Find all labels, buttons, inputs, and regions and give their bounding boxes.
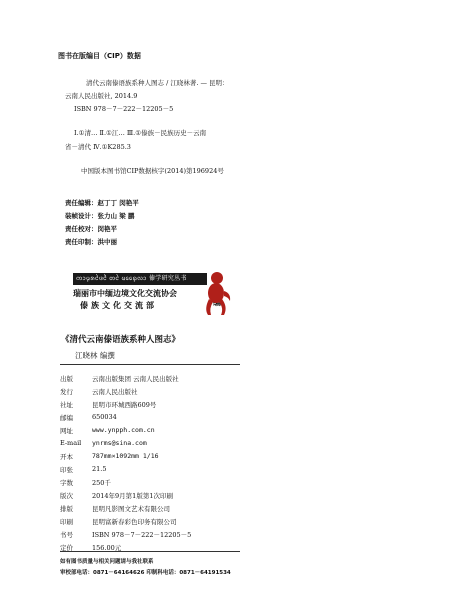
footer-notice: 如有图书质量与相关问题请与我社联系: [60, 559, 154, 565]
book-title: 《清代云南傣语族系种人图志》: [61, 335, 181, 345]
info-label: 版次: [60, 492, 73, 500]
info-label: 排版: [60, 505, 73, 513]
info-value: 787mm×1092mm 1/16: [92, 452, 159, 460]
cip-line-2: 云南人民出版社, 2014.9: [65, 92, 138, 100]
series-banner: ᨠᩣ᩠ᨾᩁᩱᨴᩱᩢ ᨲᩱ ᨾᩯ᩠ᨦᩃᩣ 傣学研究丛书: [73, 273, 207, 285]
info-value: 250千: [92, 479, 111, 487]
info-value: 昆明市环城西路609号: [92, 401, 157, 409]
info-value: 云南人民出版社: [92, 388, 138, 396]
info-label: 开本: [60, 453, 73, 461]
info-label: 书号: [60, 531, 73, 539]
cip-line-4: Ⅰ.①清… Ⅱ.①江… Ⅲ.①傣族－民族历史－云南: [74, 129, 207, 137]
cip-line-6: 中国版本图书馆CIP数据核字(2014)第196924号: [81, 167, 224, 175]
info-value: 21.5: [92, 465, 107, 473]
book-author: 江晓林 编撰: [75, 351, 115, 360]
monkey-logo-icon: [202, 269, 232, 317]
info-value: 2014年9月第1版第1次印刷: [92, 492, 173, 500]
info-label: 字数: [60, 479, 73, 487]
credit-editor: 责任编辑：赵丁丁 闵艳平: [65, 199, 139, 207]
info-label: 出版: [60, 375, 73, 383]
cip-line-3: ISBN 978－7－222－12205－5: [74, 105, 174, 113]
info-value: 650034: [92, 413, 117, 421]
credit-printing: 责任印制：洪中丽: [65, 238, 117, 246]
cip-heading: 图书在版编目（CIP）数据: [58, 52, 141, 60]
association-name: 瑞丽市中缅边境文化交流协会: [73, 289, 177, 298]
info-label: 邮编: [60, 414, 73, 422]
divider-bottom: [60, 551, 240, 552]
info-value: 156.00元: [92, 544, 122, 552]
info-label: 社址: [60, 401, 73, 409]
divider-top: [60, 364, 240, 365]
info-label: 定价: [60, 544, 73, 552]
info-label: 印刷: [60, 518, 73, 526]
credit-design: 装帧设计：张力山 梁 鹏: [65, 212, 135, 220]
association-department: 傣族文化交流部: [80, 301, 157, 310]
info-label: E-mail: [60, 439, 82, 447]
info-label: 发行: [60, 388, 73, 396]
info-value: ynrms@sina.com: [92, 439, 147, 447]
info-value: www.ynpph.com.cn: [92, 426, 155, 434]
cip-line-1: 清代云南傣语族系种人图志 / 江晓林著. — 昆明：: [86, 79, 229, 87]
info-label: 网址: [60, 427, 73, 435]
info-value: 昆明凡影图文艺术有限公司: [92, 505, 170, 513]
cip-line-5: 省－清代 Ⅳ.①K285.3: [65, 143, 131, 151]
info-label: 印张: [60, 466, 73, 474]
info-value: 云南出版集团 云南人民出版社: [92, 375, 179, 383]
info-value: ISBN 978－7－222－12205－5: [92, 531, 192, 539]
info-value: 昆明富新春彩色印务有限公司: [92, 518, 177, 526]
footer-phones: 审校部电话：0871－64164626 印制科电话：0871－64191534: [60, 570, 231, 576]
credit-proofread: 责任校对：闵艳平: [65, 225, 117, 233]
